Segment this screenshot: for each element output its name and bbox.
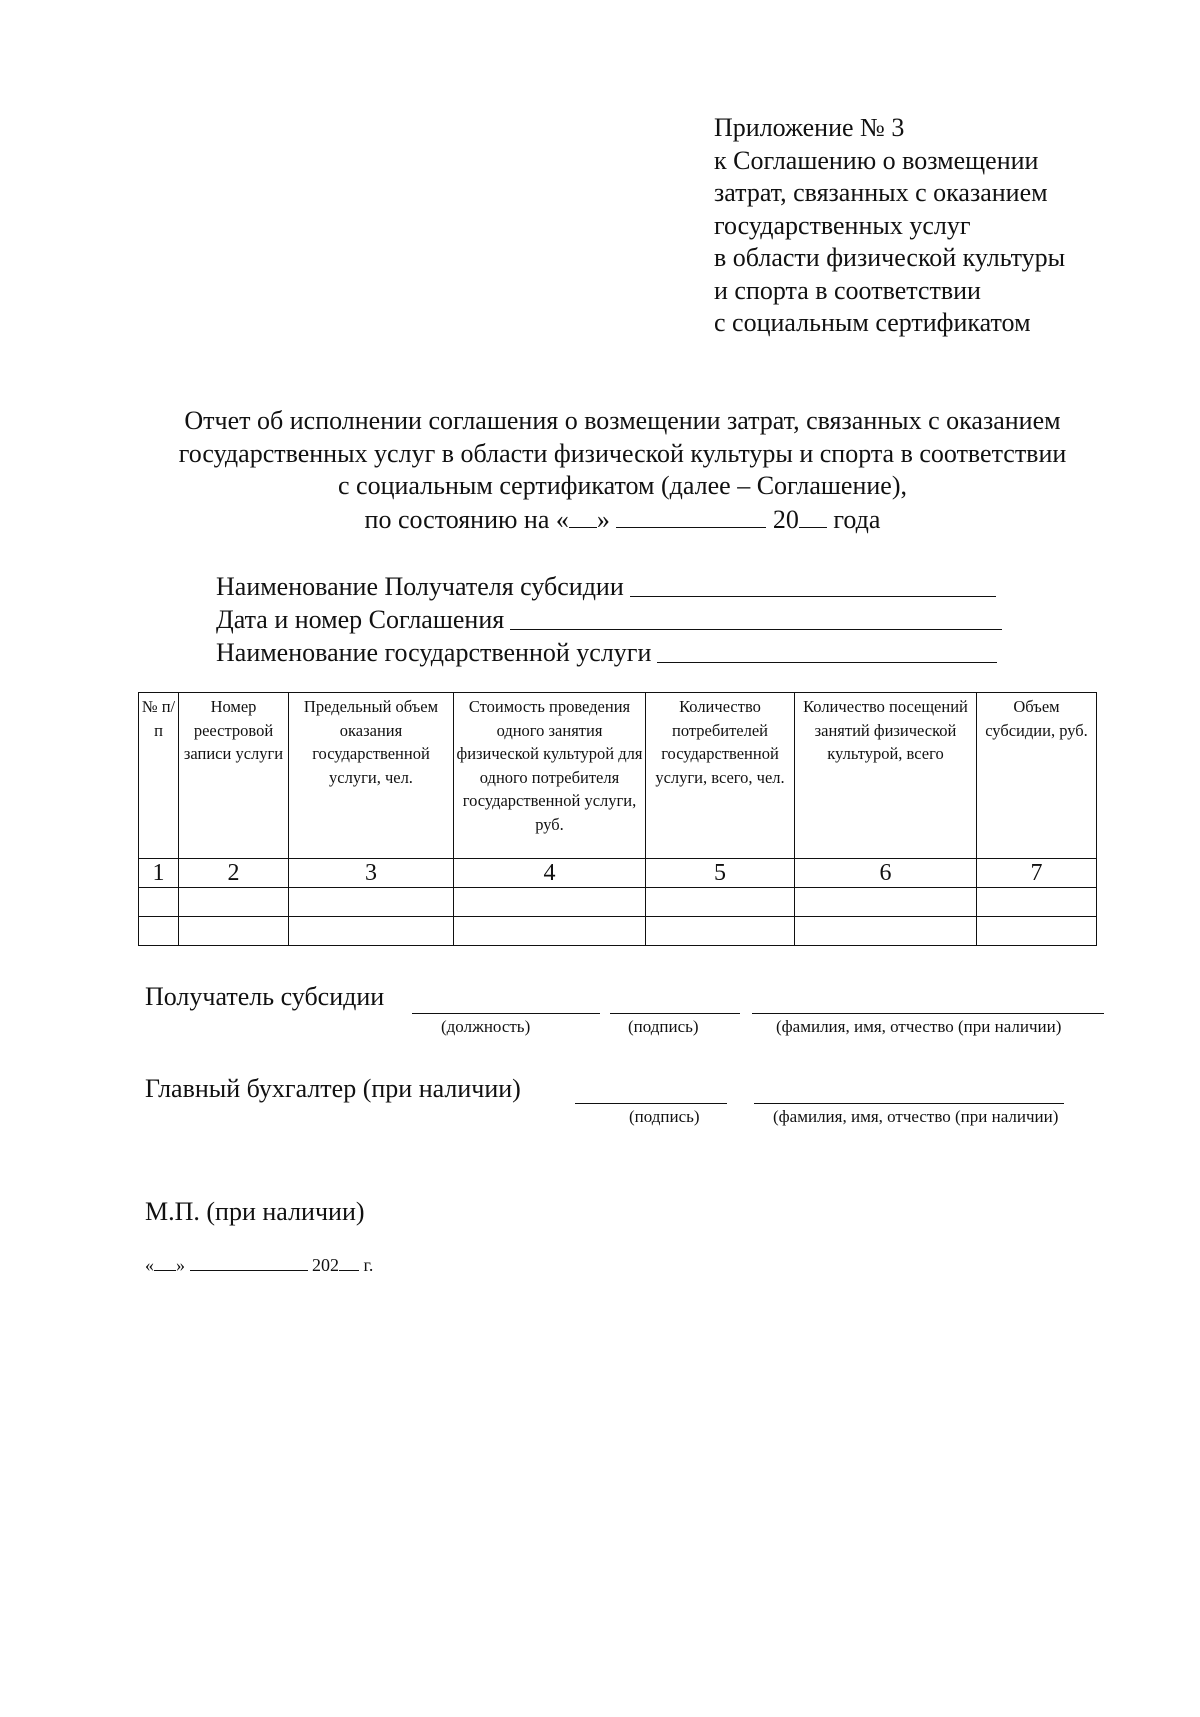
year-blank[interactable] — [799, 503, 827, 528]
column-number: 5 — [646, 859, 795, 888]
accountant-signature-caption: (подпись) — [629, 1107, 700, 1126]
date-suffix: г. — [363, 1255, 374, 1275]
service-blank[interactable] — [657, 661, 997, 663]
table-cell[interactable] — [454, 888, 646, 917]
table-cell[interactable] — [139, 917, 179, 946]
header-cell: Номер реестровой записи услуги — [179, 693, 289, 859]
date-close-quote: » — [176, 1255, 185, 1275]
service-label: Наименование государственной услуги — [216, 638, 652, 667]
table-header-row — [139, 693, 1097, 859]
date-day-blank[interactable] — [154, 1253, 176, 1271]
signature-date — [145, 1253, 373, 1276]
report-table — [138, 692, 1097, 946]
date-open-quote: « — [145, 1255, 154, 1275]
header-cell: Количество посещений занятий физической культурой, всего — [795, 693, 977, 859]
position-caption: (должность) — [441, 1017, 531, 1036]
appendix-line: затрат, связанных с оказанием — [714, 178, 1048, 207]
table-cell[interactable] — [795, 917, 977, 946]
column-number: 6 — [795, 859, 977, 888]
signature-caption: (подпись) — [628, 1017, 699, 1036]
table-cell[interactable] — [289, 917, 454, 946]
table-cell[interactable] — [977, 917, 1097, 946]
as-of-prefix: по состоянию на « — [364, 504, 569, 534]
column-number: 2 — [179, 859, 289, 888]
report-title — [60, 405, 1185, 536]
title-line-1: Отчет об исполнении соглашения о возмещении затрат, связанных с оказанием — [184, 406, 1061, 435]
appendix-header — [714, 112, 1154, 340]
month-blank[interactable] — [616, 503, 766, 528]
accountant-fio-line[interactable] — [754, 1102, 1064, 1104]
table-cell[interactable] — [646, 917, 795, 946]
title-line-4 — [60, 503, 1185, 537]
title-line-2: государственных услуг в области физической культуры и спорта в соответствии — [178, 438, 1067, 468]
header-cell: Предельный объем оказания государственной услуги, чел. — [289, 693, 454, 859]
recipient-name-blank[interactable] — [630, 595, 996, 597]
recipient-name-field — [216, 572, 996, 602]
table-cell[interactable] — [977, 888, 1097, 917]
position-line[interactable] — [412, 1012, 600, 1014]
table-row — [139, 888, 1097, 917]
table-cell[interactable] — [454, 917, 646, 946]
date-month-blank[interactable] — [190, 1253, 308, 1271]
appendix-line: с социальным сертификатом — [714, 308, 1031, 337]
accountant-fio-caption: (фамилия, имя, отчество (при наличии) — [773, 1107, 1059, 1126]
date-year-blank[interactable] — [339, 1253, 359, 1271]
stamp-label: М.П. (при наличии) — [145, 1197, 365, 1226]
as-of-mid: » — [596, 504, 610, 534]
accountant-signature-label: Главный бухгалтер (при наличии) — [145, 1074, 521, 1103]
service-field — [216, 638, 997, 668]
appendix-line: Приложение № 3 — [714, 113, 905, 142]
header-cell: Стоимость проведения одного занятия физической культурой для одного потребителя государственной услуги, руб. — [454, 693, 646, 859]
table-cell[interactable] — [289, 888, 454, 917]
fio-line[interactable] — [752, 1012, 1104, 1014]
day-blank[interactable] — [569, 503, 597, 528]
agreement-label: Дата и номер Соглашения — [216, 605, 505, 634]
column-number: 3 — [289, 859, 454, 888]
appendix-line: в области физической культуры — [714, 243, 1066, 272]
table-row — [139, 917, 1097, 946]
as-of-suffix: года — [833, 504, 881, 534]
table-cell[interactable] — [795, 888, 977, 917]
signature-line[interactable] — [610, 1012, 740, 1014]
fio-caption: (фамилия, имя, отчество (при наличии) — [776, 1017, 1062, 1036]
appendix-line: к Соглашению о возмещении — [714, 145, 1039, 175]
agreement-field — [216, 605, 1002, 635]
header-cell: № п/п — [139, 693, 179, 859]
title-line-3: с социальным сертификатом (далее – Соглашение), — [337, 471, 908, 500]
header-cell: Количество потребителей государственной услуги, всего, чел. — [646, 693, 795, 859]
table-cell[interactable] — [179, 888, 289, 917]
year-prefix: 20 — [772, 504, 799, 534]
table-number-row — [139, 859, 1097, 888]
table-cell[interactable] — [139, 888, 179, 917]
agreement-blank[interactable] — [510, 628, 1002, 630]
appendix-line: и спорта в соответствии — [714, 275, 981, 305]
column-number: 7 — [977, 859, 1097, 888]
accountant-signature-line[interactable] — [575, 1102, 727, 1104]
recipient-signature-label: Получатель субсидии — [145, 982, 385, 1011]
table-cell[interactable] — [646, 888, 795, 917]
header-cell: Объем субсидии, руб. — [977, 693, 1097, 859]
column-number: 1 — [139, 859, 179, 888]
column-number: 4 — [454, 859, 646, 888]
date-year: 202 — [312, 1255, 339, 1275]
recipient-name-label: Наименование Получателя субсидии — [216, 572, 624, 601]
table-cell[interactable] — [179, 917, 289, 946]
appendix-line: государственных услуг — [714, 210, 971, 240]
